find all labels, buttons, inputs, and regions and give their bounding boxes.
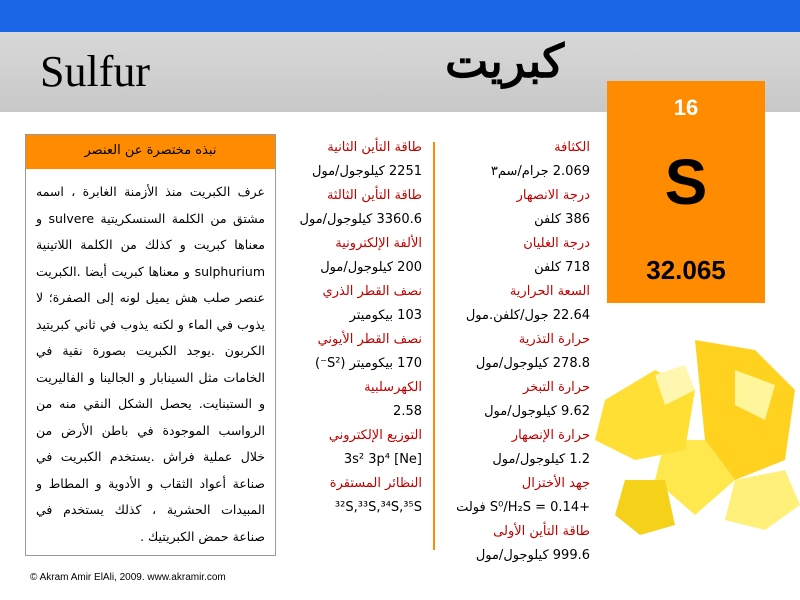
brief-text: عرف الكبريت منذ الأزمنة الغابرة ، اسمه مشتق من الكلمة السنسكريتية sulvere و معناها كبريت و كذلك من الكلمة اللاتينية sulphurium و معناها كبريت أيضا .الكبريت عنصر صلب هش يميل لونه إلى الصفرة؛ لا يذوب في الماء و لكنه يذوب في ثاني كبريتيد الكربون .يوجد الكبريت بصورة نقية في الخامات مثل السينابار و الجالينا و الفاليريت و الستبنايت. يحصل الشكل النقي منه من الرواسب الموجودة في باطن الأرض من خلال عملية فراش .يستخدم الكبريت في صناعة أعواد الثقاب و الأدوية و المطاط و المبيدات الحشرية ، كذلك يستخدم في صناعة حمض الكبريتيك .: [36, 184, 266, 544]
prop-value: 278.8 كيلوجول/مول: [475, 356, 590, 371]
properties-right-column: [440, 136, 590, 568]
prop-label: حرارة التبخر: [522, 380, 590, 395]
atomic-mass: 32.065: [646, 255, 726, 285]
element-symbol: S: [664, 146, 708, 218]
prop-label: طاقة التأين الثالثة: [326, 188, 422, 203]
column-divider: [433, 142, 435, 550]
title-english: Sulfur: [40, 47, 150, 96]
top-bar: [0, 0, 800, 32]
prop-value: 718 كلفن: [534, 260, 590, 275]
prop-value: ³²S,³³S,³⁴S,³⁵S: [334, 500, 422, 515]
prop-value: [Ne] 3s² 3p⁴: [343, 452, 422, 467]
properties-middle-column: [282, 136, 422, 520]
prop-label: درجة الانصهار: [516, 188, 590, 203]
prop-value: 103 بيكوميتر: [349, 308, 422, 323]
prop-label: طاقة التأين الأولى: [493, 524, 590, 539]
prop-label: حرارة الإنصهار: [511, 428, 590, 443]
prop-label: نصف القطر الذري: [322, 284, 422, 299]
prop-label: التوزيع الإلكتروني: [328, 428, 422, 443]
copyright-footer: © Akram Amir ElAli, 2009. www.akramir.com: [30, 572, 226, 583]
prop-value: 170 بيكوميتر (S²⁻): [315, 356, 422, 371]
brief-panel: [25, 134, 276, 556]
prop-value: 200 كيلوجول/مول: [320, 260, 422, 275]
prop-value: 2.069 جرام/سم٣: [490, 164, 590, 179]
prop-value: 386 كلفن: [534, 212, 590, 227]
prop-label: الكثافة: [554, 140, 590, 155]
prop-label: الألفة الإلكترونية: [335, 236, 422, 251]
prop-value: 22.64 جول/كلفن.مول: [465, 308, 590, 323]
prop-value: 3360.6 كيلوجول/مول: [299, 212, 422, 227]
prop-value: 2251 كيلوجول/مول: [311, 164, 422, 179]
title-arabic: كبريت: [445, 34, 565, 88]
element-card: [607, 81, 765, 303]
prop-label: الكهرسلبية: [364, 380, 422, 395]
prop-label: نصف القطر الأيوني: [317, 332, 422, 347]
prop-label: حرارة التذرية: [518, 332, 590, 347]
prop-label: النظائر المستقرة: [329, 476, 422, 491]
brief-heading: نبذه مختصرة عن العنصر: [26, 135, 275, 169]
prop-value: 9.62 كيلوجول/مول: [484, 404, 590, 419]
prop-value: 999.6 كيلوجول/مول: [475, 548, 590, 563]
prop-value: +0.14 = S⁰/H₂S فولت: [456, 500, 590, 515]
prop-label: درجة الغليان: [523, 236, 590, 251]
prop-value: 1.2 كيلوجول/مول: [492, 452, 590, 467]
prop-value: 2.58: [393, 404, 422, 419]
atomic-number: 16: [673, 95, 699, 120]
prop-label: جهد الأختزال: [521, 476, 590, 491]
prop-label: طاقة التأين الثانية: [327, 140, 422, 155]
sulfur-crystal-image: [585, 330, 800, 540]
prop-label: السعة الحرارية: [509, 284, 590, 299]
